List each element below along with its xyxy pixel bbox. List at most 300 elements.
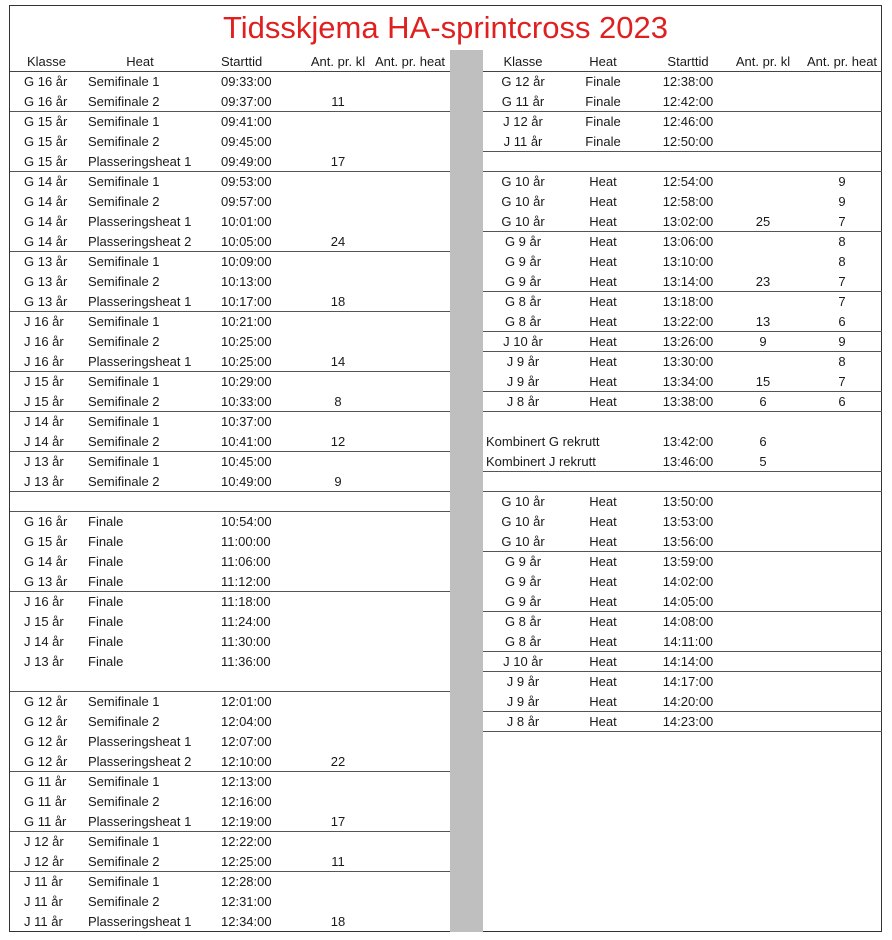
table-row [10,412,450,432]
cell-starttid: 13:22:00 [662,314,714,329]
cell-ant-kl: 11 [331,854,345,869]
table-row [483,152,882,172]
table-row [483,332,882,352]
cell-heat: Semifinale 2 [88,334,160,349]
table-row [483,432,882,452]
cell-klasse: G 10 år [501,494,545,509]
header-starttid: Starttid [667,54,709,69]
cell-heat: Finale [88,554,124,569]
table-row [10,232,450,252]
cell-heat: Heat [589,234,617,249]
table-row [10,332,450,352]
cell-klasse: J 15 år [24,374,64,389]
cell-starttid: 09:37:00 [221,94,272,109]
cell-starttid: 12:38:00 [662,74,714,89]
cell-starttid: 12:19:00 [221,814,272,829]
cell-klasse: G 13 år [24,574,68,589]
cell-heat: Heat [589,714,617,729]
cell-klasse: G 12 år [24,694,68,709]
cell-klasse: J 11 år [24,894,63,909]
cell-heat: Finale [88,514,124,529]
cell-klasse: G 9 år [504,554,542,569]
table-row [10,552,450,572]
table-row [10,212,450,232]
table-row [10,252,450,272]
cell-heat: Plasseringsheat 1 [88,914,192,929]
cell-heat: Heat [589,334,617,349]
cell-heat: Semifinale 2 [88,394,160,409]
cell-klasse: J 16 år [24,314,64,329]
cell-starttid: 14:23:00 [662,714,714,729]
table-row [483,412,882,432]
cell-klasse: J 9 år [506,674,540,689]
cell-starttid: 12:16:00 [221,794,272,809]
cell-ant-kl: 6 [759,434,767,449]
cell-starttid: 10:45:00 [221,454,272,469]
table-row [483,132,882,152]
cell-klasse: J 8 år [506,394,540,409]
table-row [483,452,882,472]
table-row [483,352,882,372]
cell-klasse: J 12 år [503,114,543,129]
cell-klasse: G 14 år [24,554,68,569]
table-row [483,312,882,332]
cell-klasse: G 16 år [24,74,68,89]
cell-klasse: G 14 år [24,194,68,209]
cell-heat: Semifinale 1 [88,314,160,329]
table-row [10,792,450,812]
cell-klasse: G 14 år [24,234,68,249]
cell-heat: Semifinale 1 [88,874,160,889]
cell-heat: Semifinale 1 [88,694,160,709]
right-table-body [483,72,882,732]
cell-ant-heat: 9 [838,334,846,349]
table-row [10,712,450,732]
cell-klasse: J 16 år [24,354,64,369]
cell-klasse: G 10 år [501,534,545,549]
cell-klasse: G 13 år [24,254,68,269]
cell-starttid: 12:50:00 [662,134,714,149]
table-row [10,352,450,372]
cell-starttid: 14:14:00 [662,654,714,669]
cell-starttid: 09:41:00 [221,114,272,129]
table-row [483,232,882,252]
cell-klasse: J 8 år [506,714,540,729]
cell-starttid: 11:30:00 [221,634,271,649]
cell-klasse: G 12 år [501,74,545,89]
cell-klasse: J 10 år [503,654,543,669]
cell-heat: Semifinale 1 [88,74,160,89]
cell-klasse: J 9 år [506,354,540,369]
cell-heat: Plasseringsheat 2 [88,234,192,249]
cell-ant-heat: 7 [838,294,846,309]
cell-starttid: 14:02:00 [662,574,714,589]
table-row [10,512,450,532]
table-row [483,712,882,732]
right-schedule-table [483,52,882,732]
cell-klasse: J 12 år [24,834,64,849]
cell-ant-kl: 13 [755,314,771,329]
page-title: Tidsskjema HA-sprintcross 2023 [222,10,669,45]
cell-starttid: 14:20:00 [662,694,714,709]
cell-ant-heat: 7 [838,274,846,289]
cell-starttid: 13:30:00 [662,354,714,369]
table-row [483,592,882,612]
cell-heat: Heat [589,514,617,529]
cell-ant-kl: 25 [755,214,771,229]
header-ant-heat: Ant. pr. heat [806,54,878,69]
header-starttid: Starttid [221,54,263,69]
cell-klasse: G 10 år [501,214,545,229]
table-row [10,72,450,92]
cell-starttid: 12:01:00 [221,694,272,709]
cell-heat: Finale [585,114,621,129]
cell-starttid: 10:33:00 [221,394,272,409]
table-row [10,912,450,932]
cell-ant-kl: 15 [755,374,771,389]
table-row [10,432,450,452]
table-row [10,492,450,512]
cell-heat: Heat [589,694,617,709]
left-schedule-table [10,52,450,932]
table-row [483,252,882,272]
cell-starttid: 10:21:00 [221,314,272,329]
cell-klasse: G 13 år [24,294,68,309]
cell-starttid: 12:31:00 [221,894,272,909]
left-table-body [10,72,450,932]
cell-heat: Semifinale 2 [88,854,160,869]
cell-starttid: 10:01:00 [221,214,272,229]
cell-starttid: 13:06:00 [662,234,714,249]
cell-heat: Heat [589,394,617,409]
cell-heat: Heat [589,594,617,609]
cell-heat: Finale [88,614,124,629]
cell-klasse: J 12 år [24,854,64,869]
cell-klasse: J 15 år [24,614,64,629]
cell-klasse: J 16 år [24,594,64,609]
table-row [483,392,882,412]
table-row [10,532,450,552]
table-row [483,212,882,232]
cell-klasse: G 9 år [504,574,542,589]
cell-ant-kl: 23 [755,274,771,289]
table-row [10,772,450,792]
cell-heat: Heat [589,174,617,189]
cell-klasse: G 10 år [501,514,545,529]
cell-heat: Plasseringsheat 2 [88,754,192,769]
cell-klasse: G 15 år [24,114,68,129]
cell-klasse: Kombinert J rekrutt [486,454,596,469]
table-row [10,132,450,152]
cell-starttid: 12:25:00 [221,854,272,869]
table-row [483,552,882,572]
cell-klasse: J 13 år [24,654,64,669]
cell-heat: Plasseringsheat 1 [88,354,192,369]
cell-klasse: J 9 år [506,374,540,389]
cell-starttid: 09:33:00 [221,74,272,89]
cell-heat: Semifinale 2 [88,714,160,729]
cell-starttid: 10:49:00 [221,474,272,489]
cell-starttid: 13:26:00 [662,334,714,349]
cell-starttid: 13:46:00 [662,454,714,469]
cell-starttid: 10:37:00 [221,414,272,429]
cell-starttid: 12:04:00 [221,714,272,729]
table-row [10,652,450,672]
table-row [10,92,450,112]
cell-heat: Finale [88,594,124,609]
cell-starttid: 11:18:00 [221,594,271,609]
cell-starttid: 10:25:00 [221,354,272,369]
cell-heat: Semifinale 1 [88,174,160,189]
cell-starttid: 11:00:00 [221,534,271,549]
cell-heat: Semifinale 2 [88,794,160,809]
table-row [483,372,882,392]
table-row [483,472,882,492]
cell-ant-kl: 11 [331,94,345,109]
table-row [10,152,450,172]
cell-heat: Semifinale 1 [88,774,160,789]
cell-heat: Semifinale 1 [88,414,160,429]
cell-starttid: 12:46:00 [662,114,714,129]
cell-heat: Semifinale 1 [88,374,160,389]
cell-klasse: Kombinert G rekrutt [486,434,600,449]
cell-heat: Heat [589,354,617,369]
cell-heat: Heat [589,674,617,689]
cell-klasse: G 10 år [501,174,545,189]
cell-starttid: 13:50:00 [662,494,714,509]
cell-heat: Plasseringsheat 1 [88,214,192,229]
cell-heat: Semifinale 2 [88,274,160,289]
table-row [10,872,450,892]
cell-ant-heat: 8 [838,354,846,369]
header-heat: Heat [126,54,154,69]
cell-klasse: G 11 år [24,774,67,789]
cell-heat: Semifinale 2 [88,434,160,449]
cell-ant-heat: 6 [838,314,846,329]
table-row [483,172,882,192]
table-row [10,112,450,132]
cell-starttid: 11:36:00 [221,654,271,669]
cell-ant-kl: 18 [330,294,346,309]
cell-starttid: 10:29:00 [221,374,272,389]
cell-klasse: G 9 år [504,594,542,609]
cell-ant-kl: 6 [759,394,767,409]
cell-heat: Finale [88,534,124,549]
cell-starttid: 13:56:00 [662,534,714,549]
table-row [10,592,450,612]
cell-heat: Semifinale 1 [88,254,160,269]
cell-starttid: 12:42:00 [662,94,714,109]
cell-klasse: J 14 år [24,634,64,649]
cell-ant-heat: 7 [838,374,846,389]
cell-heat: Plasseringsheat 1 [88,814,192,829]
cell-klasse: G 16 år [24,514,68,529]
cell-ant-kl: 12 [330,434,346,449]
table-row [10,752,450,772]
cell-heat: Finale [585,74,621,89]
cell-klasse: G 12 år [24,754,68,769]
cell-heat: Heat [589,314,617,329]
cell-heat: Heat [589,194,617,209]
table-row [10,852,450,872]
table-row [10,292,450,312]
table-row [483,112,882,132]
table-row [10,832,450,852]
cell-heat: Plasseringsheat 1 [88,294,192,309]
table-row [10,812,450,832]
cell-ant-heat: 9 [838,194,846,209]
cell-heat: Semifinale 2 [88,194,160,209]
cell-heat: Heat [589,274,617,289]
cell-klasse: G 8 år [504,314,542,329]
cell-heat: Plasseringsheat 1 [88,734,192,749]
table-row [10,612,450,632]
cell-starttid: 09:53:00 [221,174,272,189]
cell-ant-kl: 14 [330,354,346,369]
cell-heat: Semifinale 2 [88,134,160,149]
cell-heat: Heat [589,374,617,389]
cell-heat: Heat [589,254,617,269]
table-row [483,612,882,632]
table-row [10,312,450,332]
cell-heat: Heat [589,554,617,569]
cell-klasse: G 10 år [501,194,545,209]
cell-klasse: G 9 år [504,254,542,269]
cell-heat: Heat [589,614,617,629]
table-row [483,532,882,552]
cell-ant-kl: 5 [759,454,767,469]
cell-klasse: G 15 år [24,134,68,149]
cell-starttid: 13:59:00 [662,554,714,569]
table-row [483,192,882,212]
cell-ant-kl: 8 [334,394,342,409]
cell-starttid: 13:02:00 [662,214,714,229]
table-header [10,52,450,72]
cell-starttid: 10:09:00 [221,254,272,269]
cell-starttid: 12:34:00 [221,914,272,929]
table-row [483,92,882,112]
table-row [10,472,450,492]
cell-starttid: 10:41:00 [221,434,272,449]
cell-klasse: J 11 år [503,134,543,149]
cell-klasse: J 16 år [24,334,64,349]
cell-klasse: G 11 år [24,814,67,829]
table-row [10,732,450,752]
cell-klasse: G 14 år [24,174,68,189]
table-row [10,692,450,712]
cell-starttid: 14:11:00 [663,634,713,649]
table-row [483,652,882,672]
cell-starttid: 10:17:00 [221,294,272,309]
cell-klasse: J 10 år [503,334,543,349]
cell-starttid: 13:42:00 [662,434,714,449]
cell-starttid: 12:10:00 [221,754,272,769]
table-row [10,172,450,192]
cell-klasse: J 13 år [24,454,64,469]
table-row [483,512,882,532]
cell-klasse: G 11 år [501,94,545,109]
header-klasse: Klasse [27,54,67,69]
cell-ant-kl: 18 [330,914,346,929]
cell-starttid: 13:34:00 [662,374,714,389]
cell-heat: Heat [589,654,617,669]
cell-heat: Heat [589,494,617,509]
cell-klasse: G 8 år [504,634,542,649]
cell-klasse: J 11 år [24,874,63,889]
cell-heat: Semifinale 1 [88,114,160,129]
cell-heat: Heat [589,214,617,229]
cell-klasse: J 14 år [24,434,64,449]
cell-starttid: 12:13:00 [221,774,272,789]
cell-starttid: 13:18:00 [662,294,714,309]
cell-starttid: 12:58:00 [662,194,714,209]
table-row [483,492,882,512]
cell-klasse: J 13 år [24,474,64,489]
cell-klasse: G 11 år [24,794,67,809]
cell-starttid: 10:25:00 [221,334,272,349]
cell-ant-kl: 9 [759,334,767,349]
cell-klasse: G 15 år [24,534,68,549]
cell-heat: Finale [88,634,124,649]
cell-klasse: G 9 år [504,234,542,249]
cell-klasse: J 11 år [24,914,63,929]
cell-klasse: J 9 år [506,694,540,709]
cell-ant-heat: 9 [838,174,846,189]
cell-ant-heat: 8 [838,234,846,249]
cell-starttid: 14:08:00 [662,614,714,629]
cell-starttid: 13:38:00 [662,394,714,409]
cell-heat: Heat [589,294,617,309]
cell-heat: Heat [589,534,617,549]
cell-klasse: G 14 år [24,214,68,229]
cell-heat: Finale [88,574,124,589]
cell-starttid: 10:13:00 [221,274,272,289]
cell-starttid: 12:54:00 [662,174,714,189]
cell-heat: Heat [589,634,617,649]
cell-ant-kl: 17 [330,814,346,829]
cell-heat: Heat [589,574,617,589]
table-row [483,72,882,92]
table-row [10,372,450,392]
cell-klasse: J 15 år [24,394,64,409]
cell-ant-kl: 22 [330,754,346,769]
cell-klasse: G 13 år [24,274,68,289]
table-row [483,692,882,712]
table-header [483,52,882,72]
cell-ant-kl: 9 [334,474,342,489]
header-ant-kl: Ant. pr. kl [735,54,791,69]
cell-heat: Semifinale 2 [88,94,160,109]
cell-klasse: G 8 år [504,614,542,629]
cell-starttid: 10:05:00 [221,234,272,249]
schedule-sheet [9,5,882,932]
cell-ant-kl: 24 [330,234,346,249]
cell-starttid: 12:28:00 [221,874,272,889]
table-row [10,392,450,412]
cell-heat: Finale [585,134,621,149]
cell-starttid: 12:22:00 [221,834,272,849]
cell-starttid: 09:49:00 [221,154,272,169]
cell-starttid: 14:05:00 [662,594,714,609]
cell-starttid: 11:06:00 [221,554,271,569]
cell-starttid: 11:24:00 [221,614,271,629]
table-row [10,452,450,472]
cell-heat: Finale [88,654,124,669]
cell-heat: Semifinale 2 [88,474,160,489]
header-ant-heat: Ant. pr. heat [374,54,446,69]
cell-klasse: G 15 år [24,154,68,169]
cell-starttid: 13:14:00 [662,274,714,289]
